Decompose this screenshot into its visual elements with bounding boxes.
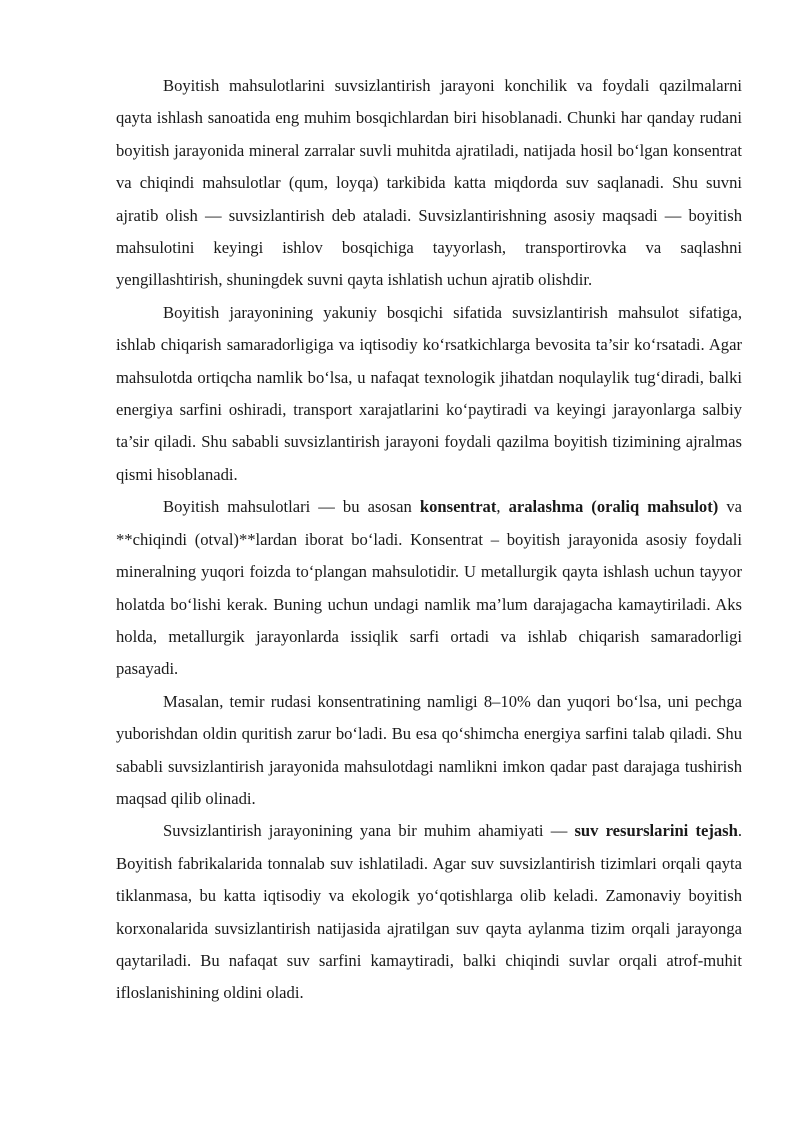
term-konsentrat: konsentrat xyxy=(419,497,497,517)
paragraph-4: Masalan, temir rudasi konsentratining namligi 8–10% dan yuqori bo‘lsa, uni pechga yuborishdan oldin quritish zarur bo‘ladi. Bu esa qo‘shimcha energiya sarfini talab qiladi. Shu sababli suvsizlantirish jarayonida mahsulotdagi namlikni imkon qadar past darajaga tushirish maqsad qilib olinadi. xyxy=(116,691,742,808)
paragraph-5 xyxy=(116,815,742,1009)
paragraph-2: Boyitish jarayonining yakuniy bosqichi sifatida suvsizlantirish mahsulot sifatiga, ishlab chiqarish samaradorligiga va iqtisodiy ko‘rsatkichlarga bevosita ta’sir ko‘rsatadi. Agar mahsulotda ortiqcha namlik bo‘lsa, u nafaqat texnologik jihatdan noqulaylik tug‘diradi, balki energiya sarfini oshiradi, transport xarajatlarini ko‘paytiradi va keyingi jarayonlarga salbiy ta’sir qiladi. Shu sababli suvsizlantirish jarayoni foydali qazilma boyitish tizimining ajralmas qismi hisoblanadi. xyxy=(116,302,742,484)
document-body xyxy=(116,70,742,1010)
paragraph-3-rest: va **chiqindi (otval)**lardan iborat bo‘ladi. Konsentrat – boyitish jarayonida asosiy foydali mineralning yuqori foizda to‘plangan mahsulotidir. U metallurgik qayta ishlash uchun tayyor holatda bo‘lishi kerak. Buning uchun undagi namlik ma’lum darajagacha kamaytiriladi. Aks holda, metallurgik jarayonlarda issiqlik sarfi ortadi va ishlab chiqarish samaradorligi pasayadi. xyxy=(116,497,743,679)
paragraph-5-rest: . Boyitish fabrikalarida tonnalab suv ishlatiladi. Agar suv suvsizlantirish tizimlari orqali qayta tiklanmasa, bu katta iqtisodiy va ekologik yo‘qotishlarga olib keladi. Zamonaviy boyitish korxonalarida suvsizlantirish natijasida ajratilgan suv qayta aylanma tizim orqali jarayonga qaytariladi. Bu nafaqat suv sarfini kamaytiradi, balki chiqindi suvlar orqali atrof-muhit ifloslanishining oldini oladi. xyxy=(116,821,743,1003)
paragraph-3-intro: Boyitish mahsulotlari — bu asosan xyxy=(163,497,420,517)
paragraph-3 xyxy=(116,491,742,685)
paragraph-1: Boyitish mahsulotlarini suvsizlantirish jarayoni konchilik va foydali qazilmalarni qayta ishlash sanoatida eng muhim bosqichlardan biri hisoblanadi. Chunki har qanday rudani boyitish jarayonida mineral zarralar suvli muhitda ajratiladi, natijada hosil bo‘lgan konsentrat va chiqindi mahsulotlar (qum, loyqa) tarkibida katta miqdorda suv saqlanadi. Shu suvni ajratib olish — suvsizlantirish deb ataladi. Suvsizlantirishning asosiy maqsadi — boyitish mahsulotini keyingi ishlov bosqichiga tayyorlash, transportirovka va saqlashni yengillashtirish, shuningdek suvni qayta ishlatish uchun ajratib olishdir. xyxy=(116,76,742,290)
term-suv-resurslarini-tejash: suv resurslarini tejash xyxy=(574,821,738,841)
paragraph-3-comma: , xyxy=(496,497,509,517)
term-aralashma: aralashma (oraliq mahsulot) xyxy=(508,497,719,517)
paragraph-5-intro: Suvsizlantirish jarayonining yana bir muhim ahamiyati — xyxy=(163,821,575,841)
